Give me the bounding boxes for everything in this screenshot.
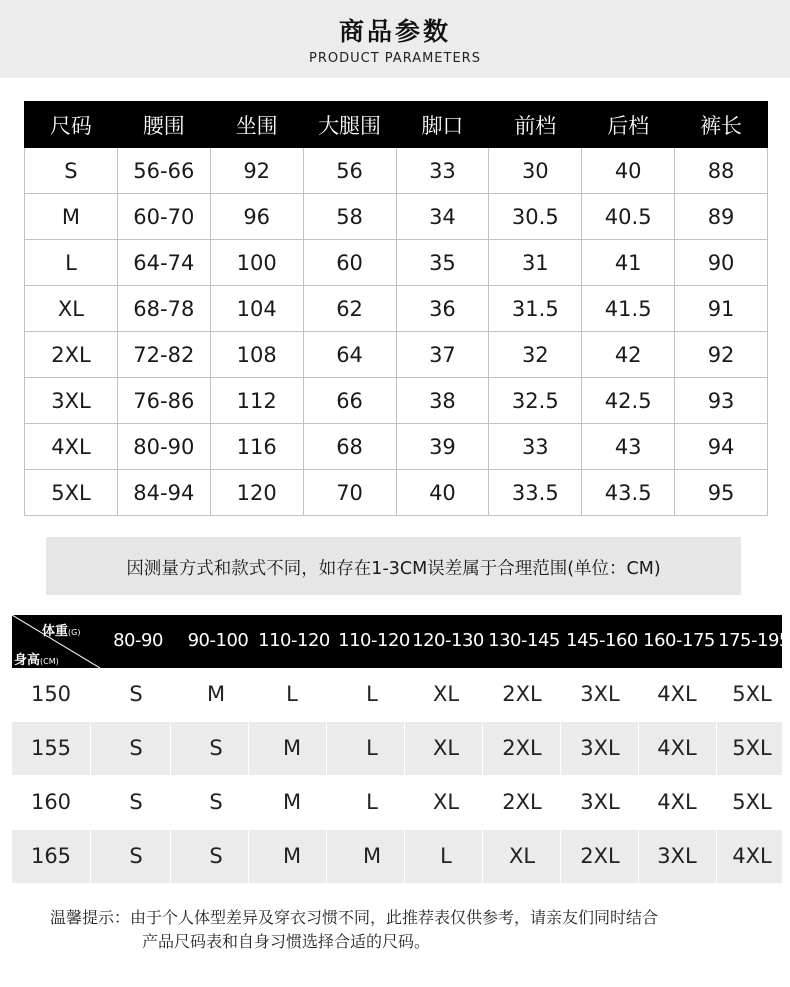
size-table-cell: S: [25, 148, 118, 194]
measurement-note: 因测量方式和款式不同，如存在1-3CM误差属于合理范围(单位：CM): [126, 559, 661, 579]
recommended-size-cell: 2XL: [580, 844, 620, 868]
size-table-header: 坐围: [210, 102, 303, 148]
recommended-size-cell: M: [362, 844, 382, 868]
recommendation-row: [12, 722, 782, 776]
size-table-cell: 72-82: [117, 332, 210, 378]
recommendation-header-row: [12, 615, 790, 668]
recommended-size-cell: S: [129, 790, 143, 814]
size-table-cell: M: [25, 194, 118, 240]
page-subtitle: PRODUCT PARAMETERS: [309, 51, 481, 66]
weight-range-header: 130-145: [488, 630, 560, 651]
size-table-cell: 68-78: [117, 286, 210, 332]
recommended-size-cell: M: [282, 790, 302, 814]
size-table-cell: 34: [396, 194, 489, 240]
size-table-cell: 4XL: [25, 424, 118, 470]
recommended-size-cell: 3XL: [657, 844, 697, 868]
size-table-cell: 32: [489, 332, 582, 378]
column-divider: [248, 830, 249, 883]
column-divider: [560, 722, 561, 775]
column-divider: [482, 722, 483, 775]
size-table-cell: 58: [303, 194, 396, 240]
recommended-size-cell: XL: [432, 736, 460, 760]
size-table-cell: 41: [582, 240, 675, 286]
column-divider: [170, 830, 171, 883]
column-divider: [716, 668, 717, 721]
size-table-cell: 38: [396, 378, 489, 424]
recommended-size-cell: L: [366, 682, 378, 706]
size-table-cell: 43: [582, 424, 675, 470]
size-table-header: 腰围: [117, 102, 210, 148]
column-divider: [248, 722, 249, 775]
size-table-cell: 120: [210, 470, 303, 516]
size-table-row: [25, 286, 768, 332]
size-table-cell: 112: [210, 378, 303, 424]
size-table-cell: 68: [303, 424, 396, 470]
column-divider: [638, 830, 639, 883]
size-table-cell: 39: [396, 424, 489, 470]
size-table-cell: 2XL: [25, 332, 118, 378]
column-divider: [560, 830, 561, 883]
size-table-cell: L: [25, 240, 118, 286]
size-table-cell: 35: [396, 240, 489, 286]
size-table-cell: 64: [303, 332, 396, 378]
recommended-size-cell: XL: [432, 790, 460, 814]
size-table-cell: 80-90: [117, 424, 210, 470]
recommendation-row: [12, 668, 782, 722]
recommended-size-cell: 3XL: [580, 682, 620, 706]
size-table-row: [25, 194, 768, 240]
size-table-cell: 96: [210, 194, 303, 240]
column-divider: [90, 776, 91, 829]
column-divider: [170, 776, 171, 829]
size-table-cell: 91: [675, 286, 768, 332]
size-table-cell: 94: [675, 424, 768, 470]
weight-range-header: 145-160: [566, 630, 638, 651]
size-table-cell: 5XL: [25, 470, 118, 516]
recommended-size-cell: 5XL: [732, 682, 772, 706]
size-table-header: 前档: [489, 102, 582, 148]
size-table-cell: 93: [675, 378, 768, 424]
recommended-size-cell: M: [282, 736, 302, 760]
size-table-row: [25, 424, 768, 470]
size-table-cell: 41.5: [582, 286, 675, 332]
size-table-cell: 62: [303, 286, 396, 332]
column-divider: [90, 722, 91, 775]
size-table-cell: 31: [489, 240, 582, 286]
column-divider: [404, 722, 405, 775]
column-divider: [170, 668, 171, 721]
recommended-size-cell: L: [286, 682, 298, 706]
recommended-size-cell: XL: [508, 844, 536, 868]
size-table-cell: 33: [489, 424, 582, 470]
size-table-cell: 30.5: [489, 194, 582, 240]
recommendation-row: [12, 830, 782, 884]
column-divider: [716, 722, 717, 775]
size-table-cell: 90: [675, 240, 768, 286]
column-divider: [560, 776, 561, 829]
column-divider: [326, 668, 327, 721]
recommended-size-cell: L: [366, 790, 378, 814]
column-divider: [248, 668, 249, 721]
weight-range-header: 175-195: [718, 630, 790, 651]
column-divider: [90, 830, 91, 883]
size-table-header: 尺码: [25, 102, 118, 148]
size-table-cell: 84-94: [117, 470, 210, 516]
size-table-cell: 56: [303, 148, 396, 194]
size-table-cell: 88: [675, 148, 768, 194]
weight-range-header: 90-100: [187, 630, 249, 651]
size-table-cell: 42: [582, 332, 675, 378]
size-table-cell: 64-74: [117, 240, 210, 286]
size-table-cell: 40.5: [582, 194, 675, 240]
size-table-cell: XL: [25, 286, 118, 332]
column-divider: [326, 776, 327, 829]
recommended-size-cell: M: [282, 844, 302, 868]
warm-tip-line1: 温馨提示：由于个人体型差异及穿衣习惯不同，此推荐表仅供参考，请亲友们同时结合: [50, 908, 659, 927]
column-divider: [638, 668, 639, 721]
corner-weight-label: 体重(G): [42, 624, 81, 639]
weight-range-header: 120-130: [412, 630, 484, 651]
size-table-cell: 33: [396, 148, 489, 194]
recommended-size-cell: 3XL: [580, 736, 620, 760]
size-table-cell: 43.5: [582, 470, 675, 516]
size-recommendation-table: [12, 615, 790, 884]
size-table-cell: 66: [303, 378, 396, 424]
column-divider: [482, 668, 483, 721]
recommended-size-cell: L: [366, 736, 378, 760]
column-divider: [638, 776, 639, 829]
recommended-size-cell: 4XL: [657, 682, 697, 706]
size-table-header: 裤长: [675, 102, 768, 148]
corner-cell: [12, 615, 100, 668]
recommended-size-cell: 2XL: [502, 682, 542, 706]
height-cell: 160: [30, 790, 72, 814]
column-divider: [560, 668, 561, 721]
column-divider: [404, 776, 405, 829]
size-table-cell: 32.5: [489, 378, 582, 424]
size-table-cell: 89: [675, 194, 768, 240]
column-divider: [404, 830, 405, 883]
recommended-size-cell: 2XL: [502, 790, 542, 814]
size-table: [24, 101, 768, 516]
size-table-header: 后档: [582, 102, 675, 148]
recommended-size-cell: 2XL: [502, 736, 542, 760]
size-table-cell: 70: [303, 470, 396, 516]
size-table-cell: 40: [396, 470, 489, 516]
recommended-size-cell: S: [129, 736, 143, 760]
size-table-cell: 3XL: [25, 378, 118, 424]
size-table-cell: 42.5: [582, 378, 675, 424]
recommended-size-cell: 5XL: [732, 790, 772, 814]
size-table-cell: 92: [675, 332, 768, 378]
column-divider: [248, 776, 249, 829]
weight-range-header: 110-120: [338, 630, 410, 651]
column-divider: [170, 722, 171, 775]
recommended-size-cell: 5XL: [732, 736, 772, 760]
size-table-header: 大腿围: [303, 102, 396, 148]
recommended-size-cell: 4XL: [732, 844, 772, 868]
column-divider: [638, 722, 639, 775]
recommended-size-cell: M: [206, 682, 226, 706]
size-table-header-row: [25, 102, 768, 148]
column-divider: [326, 722, 327, 775]
page-title: 商品参数: [338, 17, 451, 46]
size-table-cell: 108: [210, 332, 303, 378]
size-table-row: [25, 148, 768, 194]
recommended-size-cell: XL: [432, 682, 460, 706]
weight-range-header: 160-175: [643, 630, 715, 651]
height-cell: 155: [30, 736, 72, 760]
size-table-cell: 33.5: [489, 470, 582, 516]
size-table-cell: 95: [675, 470, 768, 516]
recommendation-row: [12, 776, 782, 830]
size-table-row: [25, 332, 768, 378]
column-divider: [90, 668, 91, 721]
size-table-cell: 40: [582, 148, 675, 194]
height-cell: 150: [30, 682, 72, 706]
column-divider: [404, 668, 405, 721]
measurement-note-box: [46, 537, 741, 595]
size-table-cell: 60: [303, 240, 396, 286]
column-divider: [482, 830, 483, 883]
column-divider: [482, 776, 483, 829]
size-table-cell: 37: [396, 332, 489, 378]
size-table-cell: 56-66: [117, 148, 210, 194]
weight-range-header: 110-120: [258, 630, 330, 651]
size-table-cell: 100: [210, 240, 303, 286]
size-table-row: [25, 378, 768, 424]
size-table-row: [25, 240, 768, 286]
size-table-cell: 76-86: [117, 378, 210, 424]
size-table-cell: 92: [210, 148, 303, 194]
size-table-cell: 104: [210, 286, 303, 332]
size-table-cell: 36: [396, 286, 489, 332]
column-divider: [326, 830, 327, 883]
warm-tip: [50, 906, 750, 954]
recommended-size-cell: S: [209, 844, 223, 868]
size-table-cell: 60-70: [117, 194, 210, 240]
size-table-cell: 31.5: [489, 286, 582, 332]
warm-tip-line2: 产品尺码表和自身习惯选择合适的尺码。: [142, 932, 431, 951]
size-table-row: [25, 470, 768, 516]
recommended-size-cell: S: [209, 736, 223, 760]
recommended-size-cell: S: [129, 844, 143, 868]
size-table-cell: 30: [489, 148, 582, 194]
size-table-cell: 116: [210, 424, 303, 470]
recommended-size-cell: 3XL: [580, 790, 620, 814]
corner-height-label: 身高(CM): [14, 653, 59, 668]
recommended-size-cell: 4XL: [657, 736, 697, 760]
recommended-size-cell: S: [129, 682, 143, 706]
recommended-size-cell: L: [440, 844, 452, 868]
height-cell: 165: [30, 844, 72, 868]
recommended-size-cell: S: [209, 790, 223, 814]
size-table-header: 脚口: [396, 102, 489, 148]
recommended-size-cell: 4XL: [657, 790, 697, 814]
column-divider: [716, 776, 717, 829]
column-divider: [716, 830, 717, 883]
weight-range-header: 80-90: [113, 630, 163, 651]
